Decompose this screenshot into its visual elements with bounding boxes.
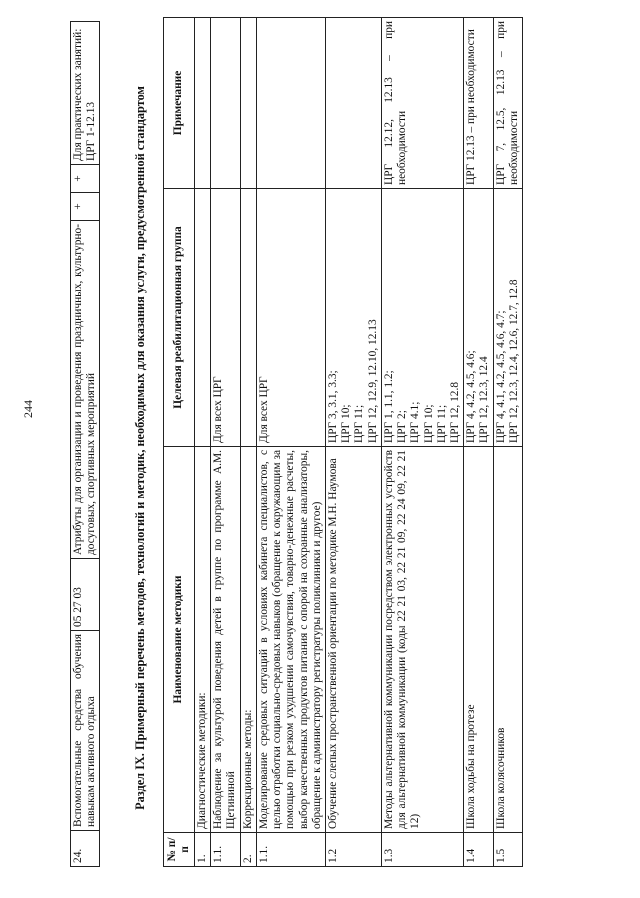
row-number: 1.4 bbox=[464, 833, 493, 867]
header-target-group: Целевая реабилитационная группа bbox=[164, 189, 195, 447]
target-group-line: ЦРГ 11; bbox=[435, 404, 448, 443]
methods-table-body bbox=[195, 18, 523, 867]
target-group bbox=[464, 189, 493, 447]
method-name: Школа ходьбы на протезе bbox=[464, 447, 493, 833]
equipment-code: 05 27 03 bbox=[71, 559, 100, 631]
target-group-line: ЦРГ 2; bbox=[396, 410, 409, 443]
mark-plus: + bbox=[71, 165, 100, 193]
equipment-name: Вспомогательные средства обучения навыкам активного отдыха bbox=[71, 631, 100, 831]
row-number: 24. bbox=[71, 831, 100, 867]
note: ЦРГ 7, 12.5, 12.13 – при необходимости bbox=[493, 18, 522, 189]
table-header-row bbox=[164, 18, 195, 867]
note bbox=[240, 18, 256, 189]
target-group-line: ЦРГ 4, 4.1, 4.2, 4.5, 4.6, 4.7; bbox=[494, 310, 507, 443]
note bbox=[211, 18, 240, 189]
row-number: 1.2 bbox=[325, 833, 381, 867]
target-group-line: ЦРГ 12, 12.9, 12.10, 12.13 bbox=[366, 319, 379, 443]
target-group: Для всех ЦРГ bbox=[211, 189, 240, 447]
method-name: Обучение слепых пространственной ориентации по методике М.Н. Наумова bbox=[325, 447, 381, 833]
table-row bbox=[195, 18, 211, 867]
target-group-line: ЦРГ 1, 1.1, 1.2; bbox=[382, 370, 395, 443]
table-row bbox=[464, 18, 493, 867]
header-note: Примечание bbox=[164, 18, 195, 189]
target-group-line: ЦРГ 10; bbox=[340, 404, 353, 443]
target-group: Для всех ЦРГ bbox=[256, 189, 325, 447]
table-row bbox=[381, 18, 463, 867]
equipment-description: Атрибуты для организации и проведения праздничных, культурно-досуговых, спортивных мероприятий bbox=[71, 221, 100, 559]
row-number: 1. bbox=[195, 833, 211, 867]
target-group-line: ЦРГ 10; bbox=[422, 404, 435, 443]
method-name: Моделирование средовых ситуаций в условиях кабинета специалистов, с целью отработки социально-средовых навыков (обращение к окружающим за помощью при резком ухудшении самочувствия, товарно-денежные расчеты, выбор качественных продуктов питания с опорой на сохранные анализаторы, обращение к администратору регистратуры поликлиники и другое) bbox=[256, 447, 325, 833]
target-group-line: ЦРГ 3, 3.1, 3.3; bbox=[326, 370, 339, 443]
note bbox=[325, 18, 381, 189]
target-group-line: ЦРГ 4.1; bbox=[409, 401, 422, 443]
target-group-line: ЦРГ 12, 12.3, 12.4, 12.6, 12.7, 12.8 bbox=[507, 279, 520, 443]
section-title: Раздел IX. Примерный перечень методов, технологий и методик, необходимых для оказания услуги, предусмотренной стандартом bbox=[133, 86, 147, 810]
table-row bbox=[256, 18, 325, 867]
target-group-line: ЦРГ 4, 4.2, 4.5, 4.6; bbox=[465, 350, 478, 443]
row-number: 2. bbox=[240, 833, 256, 867]
method-name: Коррекционные методы: bbox=[240, 447, 256, 833]
methods-table bbox=[163, 17, 523, 867]
header-number: № п/п bbox=[164, 833, 195, 867]
table-row bbox=[493, 18, 522, 867]
method-name: Школа колясочников bbox=[493, 447, 522, 833]
equipment-table-continuation bbox=[70, 21, 100, 867]
page-number: 244 bbox=[21, 400, 35, 418]
target-group-line: ЦРГ 12, 12.8 bbox=[448, 381, 461, 443]
target-group bbox=[195, 189, 211, 447]
row-number: 1.1. bbox=[211, 833, 240, 867]
equipment-note: Для практических занятий: ЦРГ 1-12.13 bbox=[71, 22, 100, 165]
table-row bbox=[240, 18, 256, 867]
note bbox=[195, 18, 211, 189]
method-name: Наблюдение за культурой поведения детей в группе по программе А.М. Щетининой bbox=[211, 447, 240, 833]
note: ЦРГ 12.12, 12.13 – при необходимости bbox=[381, 18, 463, 189]
table-row bbox=[211, 18, 240, 867]
mark-plus: + bbox=[71, 193, 100, 221]
method-name: Методы альтернативной коммуникации посредством электронных устройств для альтернативной коммуникации (коды 22 21 03, 22 21 09, 22 24 09, 22 21 12) bbox=[381, 447, 463, 833]
header-method: Наименование методики bbox=[164, 447, 195, 833]
row-number: 1.1. bbox=[256, 833, 325, 867]
target-group-line: ЦРГ 12, 12.3, 12.4 bbox=[478, 356, 491, 443]
row-number: 1.3 bbox=[381, 833, 463, 867]
target-group bbox=[493, 189, 522, 447]
method-name: Диагностические методики: bbox=[195, 447, 211, 833]
note: ЦРГ 12.13 – при необходимости bbox=[464, 18, 493, 189]
table-row bbox=[325, 18, 381, 867]
note bbox=[256, 18, 325, 189]
row-number: 1.5 bbox=[493, 833, 522, 867]
target-group bbox=[381, 189, 463, 447]
table-row bbox=[71, 22, 100, 867]
target-group bbox=[325, 189, 381, 447]
target-group bbox=[240, 189, 256, 447]
target-group-line: ЦРГ 11; bbox=[353, 404, 366, 443]
